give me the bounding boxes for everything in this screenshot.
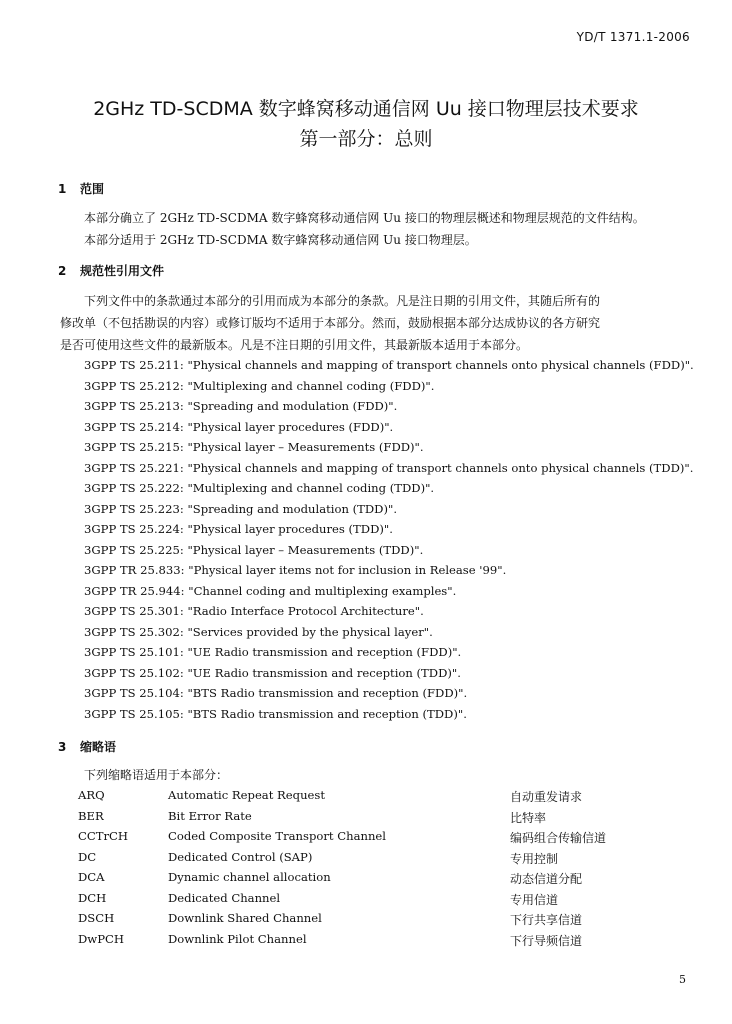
abbreviation-chinese: 比特率 (510, 810, 547, 825)
section-title: 规范性引用文件 (80, 264, 165, 278)
reference-item: 3GPP TS 25.212: "Multiplexing and channel coding (FDD)". (84, 378, 435, 393)
abbreviation-row (78, 891, 638, 912)
abbreviation-row (78, 829, 638, 850)
page-number: 5 (679, 973, 686, 986)
abbreviation-row (78, 870, 638, 891)
abbreviation-english: Downlink Pilot Channel (168, 931, 307, 946)
abbreviation-chinese: 专用信道 (510, 892, 559, 907)
reference-item: 3GPP TS 25.104: "BTS Radio transmission and reception (FDD)". (84, 686, 468, 700)
normative-intro-line: 是否可使用这些文件的最新版本。凡是不注日期的引用文件，其最新版本适用于本部分。 (60, 338, 529, 352)
reference-item: 3GPP TS 25.222: "Multiplexing and channel coding (TDD)". (84, 481, 435, 495)
abbreviation-english: Dedicated Control (SAP) (168, 849, 313, 864)
abbreviation-row (78, 932, 638, 953)
abbreviation-english: Downlink Shared Channel (168, 911, 322, 925)
abbreviation-chinese: 自动重发请求 (510, 790, 583, 804)
section-number: 2 (58, 264, 67, 278)
reference-item: 3GPP TS 25.302: "Services provided by the physical layer". (84, 624, 433, 639)
abbreviation: DwPCH (78, 931, 125, 946)
reference-item: 3GPP TS 25.224: "Physical layer procedures (TDD)". (84, 522, 393, 536)
document-subtitle: 第一部分：总则 (299, 128, 433, 150)
abbreviation-english: Dynamic channel allocation (168, 870, 331, 884)
section-title: 范围 (80, 182, 105, 196)
scope-paragraph-2: 本部分适用于 2GHz TD-SCDMA 数字蜂窝移动通信网 Uu 接口物理层。 (84, 233, 477, 247)
abbreviations-intro: 下列缩略语适用于本部分： (84, 768, 229, 782)
section-3-heading (58, 738, 116, 755)
reference-item: 3GPP TS 25.105: "BTS Radio transmission and reception (TDD)". (84, 706, 467, 721)
abbreviation: DCH (78, 890, 107, 905)
abbreviation: ARQ (78, 788, 105, 802)
section-2-heading (58, 262, 164, 279)
section-number: 3 (58, 740, 67, 754)
reference-item: 3GPP TR 25.833: "Physical layer items not for inclusion in Release '99". (84, 563, 507, 577)
normative-intro-line: 修改单（不包括勘误的内容）或修订版均不适用于本部分。然而，鼓励根据本部分达成协议的各方研究 (60, 316, 601, 330)
reference-item: 3GPP TS 25.225: "Physical layer – Measurements (TDD)". (84, 542, 424, 557)
section-number: 1 (58, 182, 67, 196)
abbreviation-row (78, 911, 638, 932)
abbreviation-chinese: 下行导频信道 (510, 933, 583, 948)
abbreviation: CCTrCH (78, 829, 128, 843)
reference-item: 3GPP TS 25.213: "Spreading and modulation (FDD)". (84, 399, 398, 413)
reference-item: 3GPP TS 25.215: "Physical layer – Measurements (FDD)". (84, 440, 424, 454)
abbreviation-list (78, 788, 638, 952)
abbreviation-chinese: 下行共享信道 (510, 913, 583, 927)
section-1-heading (58, 180, 104, 197)
abbreviation-row (78, 850, 638, 871)
abbreviation-english: Automatic Repeat Request (168, 788, 326, 802)
abbreviation-chinese: 专用控制 (510, 851, 559, 866)
normative-intro-line: 下列文件中的条款通过本部分的引用而成为本部分的条款。凡是注日期的引用文件，其随后所有的 (84, 294, 601, 308)
reference-item: 3GPP TS 25.223: "Spreading and modulation (TDD)". (84, 501, 398, 516)
reference-item: 3GPP TS 25.211: "Physical channels and mapping of transport channels onto physical channels (FDD)". (84, 358, 694, 372)
abbreviation-chinese: 编码组合传输信道 (510, 831, 607, 845)
document-title: 2GHz TD-SCDMA 数字蜂窝移动通信网 Uu 接口物理层技术要求 (93, 98, 639, 120)
abbreviation: DC (78, 849, 97, 864)
reference-item: 3GPP TS 25.101: "UE Radio transmission and reception (FDD)". (84, 645, 462, 659)
reference-item: 3GPP TS 25.102: "UE Radio transmission and reception (TDD)". (84, 665, 461, 680)
abbreviation: DCA (78, 870, 105, 884)
abbreviation: DSCH (78, 911, 115, 925)
abbreviation-row (78, 788, 638, 809)
abbreviation-chinese: 动态信道分配 (510, 872, 583, 886)
reference-item: 3GPP TS 25.221: "Physical channels and mapping of transport channels onto physical channels (TDD)". (84, 460, 694, 475)
section-title: 缩略语 (80, 740, 117, 754)
reference-item: 3GPP TS 25.214: "Physical layer procedures (FDD)". (84, 419, 394, 434)
abbreviation-english: Bit Error Rate (168, 808, 252, 823)
standard-number: YD/T 1371.1-2006 (576, 30, 690, 44)
abbreviation-english: Coded Composite Transport Channel (168, 829, 386, 843)
abbreviation-english: Dedicated Channel (168, 890, 281, 905)
abbreviation-row (78, 809, 638, 830)
reference-item: 3GPP TR 25.944: "Channel coding and multiplexing examples". (84, 583, 457, 598)
scope-paragraph-1: 本部分确立了 2GHz TD-SCDMA 数字蜂窝移动通信网 Uu 接口的物理层概述和物理层规范的文件结构。 (84, 211, 645, 225)
abbreviation: BER (78, 808, 104, 823)
reference-item: 3GPP TS 25.301: "Radio Interface Protocol Architecture". (84, 604, 424, 618)
